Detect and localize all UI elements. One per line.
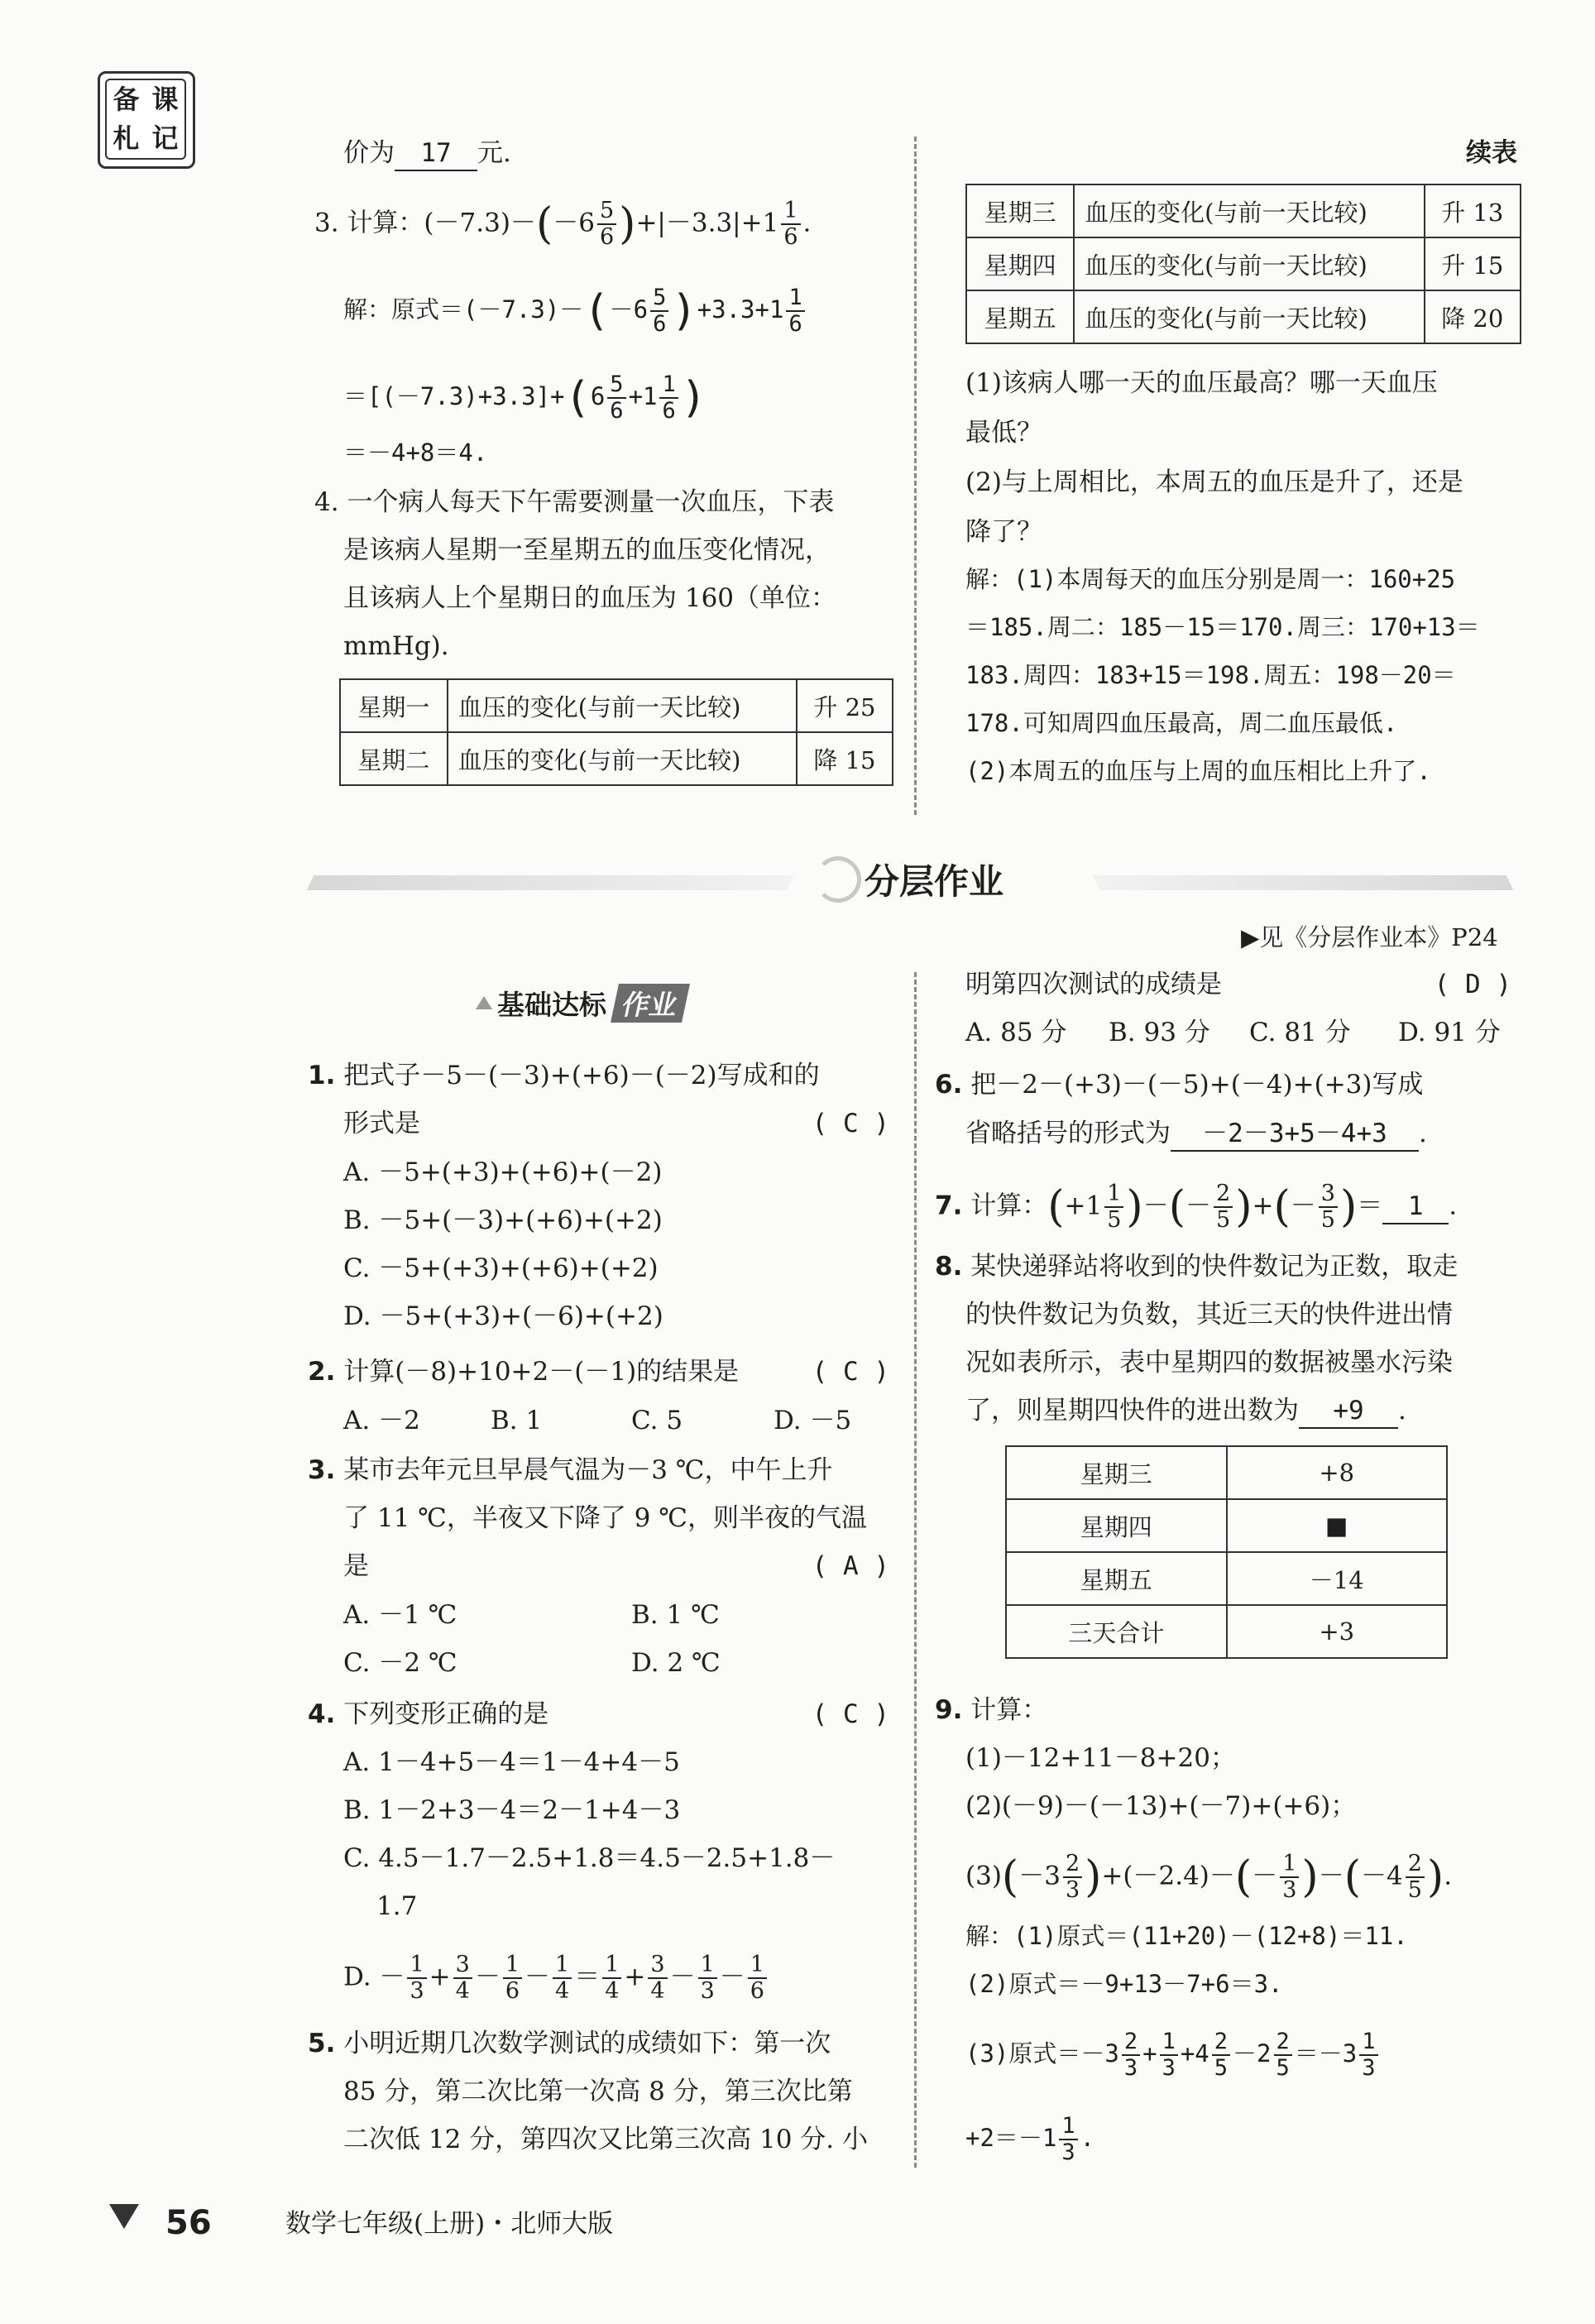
rq8-line-1: 8. 某快递驿站将收到的快件数记为正数，取走: [935, 1252, 1458, 1282]
option: B. 1: [491, 1406, 543, 1435]
option-cont: 1.7: [376, 1891, 418, 1921]
badge-char: 记: [151, 122, 179, 154]
rq8-answer: +9: [1299, 1394, 1398, 1429]
badge-basic: 基础达标: [497, 988, 606, 1021]
q3-solution-3: ＝－4+8＝4.: [343, 438, 488, 467]
page-number: 56: [165, 2204, 212, 2242]
column-divider-bottom: [914, 972, 917, 2168]
level-badge: [476, 985, 686, 1021]
rq9-sol-3: (3)原式＝－3 $\frac{2}{3}$ + $\frac{1}{3}$ +4 $\frac{2}{5}$ －2 $\frac{2}{5}$ ＝－3 $\frac{1}{3}$: [965, 2029, 1381, 2081]
banner-bar-right: [1093, 875, 1513, 890]
option: C. －5+(+3)+(+6)+(+2): [343, 1253, 659, 1283]
rq6-line-2: 省略括号的形式为 －2－3+5－4+3 .: [965, 1117, 1427, 1152]
option: B. －5+(－3)+(+6)+(+2): [343, 1205, 663, 1235]
rq5-answer: ( D ): [1434, 970, 1511, 999]
lq5-line-3: 二次低 12 分，第四次又比第三次高 10 分. 小: [343, 2125, 869, 2154]
rq9-sol-4: +2＝－1 $\frac{1}{3}$ .: [965, 2113, 1095, 2165]
corner-badge: [98, 71, 195, 169]
courier-table: [1005, 1445, 1448, 1659]
option: A. 1－4+5－4＝1－4+4－5: [343, 1747, 680, 1777]
cell: 三天合计: [1006, 1605, 1227, 1658]
cell: 星期一: [340, 679, 448, 732]
q3-solution-2: ＝[(－7.3)+3.3]+(6 $\frac{5}{6}$ +1 $\frac{1}{6}$ ): [343, 371, 707, 424]
badge-char: 札: [113, 122, 140, 154]
cell: 血压的变化(与前一天比较): [448, 732, 797, 785]
cell: 星期二: [340, 732, 448, 785]
q4-line-2: 是该病人星期一至星期五的血压变化情况，: [343, 535, 831, 565]
cell: 升 25: [797, 679, 893, 732]
rq7-answer: 1: [1382, 1190, 1449, 1224]
q3-solution-1: 解：原式＝(－7.3)－(－6 $\frac{5}{6}$ )+3.3+1 $\frac{1}{6}$: [343, 285, 807, 337]
option: A. 85 分: [965, 1018, 1067, 1047]
footer-arrow-icon: [93, 2201, 142, 2234]
rt-sol-4: 178.可知周四血压最高，周二血压最低.: [965, 709, 1398, 737]
rq9-sol-2: (2)原式＝－9+13－7+6＝3.: [965, 1970, 1283, 1998]
rt-sol-2: ＝185.周二：185－15＝170.周三：170+13＝: [965, 613, 1480, 641]
lq3-line-1: 3. 某市去年元旦早晨气温为－3 ℃，中午上升: [308, 1455, 833, 1485]
table-row: [966, 290, 1521, 343]
table-row: [340, 732, 893, 785]
cell: 星期三: [966, 184, 1074, 237]
ink-blot-cell: ■: [1227, 1499, 1448, 1552]
cell: 血压的变化(与前一天比较): [448, 679, 797, 732]
lq1-line-2: 形式是 ( C ): [343, 1109, 889, 1138]
cell: 升 15: [1425, 237, 1521, 290]
bp-table-wed-fri: [965, 184, 1521, 344]
option: C. －2 ℃: [343, 1648, 457, 1678]
workbook-reference: ▶见《分层作业本》P24: [1241, 923, 1498, 951]
bp-table-mon-tue: [339, 678, 893, 786]
cell: +3: [1227, 1605, 1448, 1658]
section-title: 分层作业: [865, 861, 1004, 902]
lq4-line-1: 4. 下列变形正确的是 ( C ): [308, 1699, 889, 1729]
cell: 降 20: [1425, 290, 1521, 343]
lq2-line-1: 2. 计算(－8)+10+2－(－1)的结果是 ( C ): [308, 1357, 889, 1387]
table-row: [966, 184, 1521, 237]
lq1-answer: ( C ): [812, 1109, 889, 1138]
continued-label: 续表: [1466, 138, 1517, 168]
cell: 星期四: [966, 237, 1074, 290]
cell: 星期五: [1006, 1552, 1227, 1605]
option: C. 5: [631, 1406, 683, 1435]
badge-char: 备: [113, 84, 140, 115]
table-row: [1006, 1446, 1447, 1499]
rq8-line-2: 的快件数记为负数，其近三天的快件进出情: [965, 1300, 1453, 1330]
option: D. 91 分: [1398, 1018, 1501, 1047]
option: D. 2 ℃: [631, 1648, 721, 1678]
cell: －14: [1227, 1552, 1448, 1605]
badge-char: 课: [151, 84, 179, 115]
banner-bar-left: [307, 875, 793, 890]
option: D. －5+(+3)+(－6)+(+2): [343, 1301, 663, 1331]
rt-sol-3: 183.周四：183+15＝198.周五：198－20＝: [965, 661, 1456, 689]
option-d: D. － $\frac{1}{3}$ + $\frac{3}{4}$ － $\frac{1}{6}$ － $\frac{1}{4}$ ＝ $\frac{1}{4}$ + $\frac{3}{4}$ － $\frac{1}{3}$ － $\frac{1}{6}$: [343, 1953, 769, 2004]
cell: 血压的变化(与前一天比较): [1074, 290, 1424, 343]
cell: 降 15: [797, 732, 893, 785]
q3-prompt: 3. 计算：(－7.3)－(－6 $\frac{5}{6}$ )+|－3.3|+1 $\frac{1}{6}$ .: [314, 198, 812, 250]
option: A. －1 ℃: [343, 1600, 457, 1630]
q4-line-4: mmHg).: [343, 631, 449, 661]
q4-line-3: 且该病人上个星期日的血压为 160（单位：: [343, 583, 837, 613]
option: B. 1 ℃: [631, 1600, 720, 1630]
section-swirl-icon: [815, 856, 861, 903]
rt-line-3: (2)与上周相比，本周五的血压是升了，还是: [965, 467, 1463, 497]
rq5-line-1: 明第四次测试的成绩是 ( D ): [965, 970, 1511, 999]
rt-sol-5: (2)本周五的血压与上周的血压相比上升了.: [965, 757, 1431, 785]
cell: 星期五: [966, 290, 1074, 343]
rt-line-1: (1)该病人哪一天的血压最高？哪一天血压: [965, 368, 1438, 398]
rq8-line-4: 了，则星期四快件的进出数为 +9 .: [965, 1394, 1406, 1429]
lq2-answer: ( C ): [812, 1357, 889, 1387]
rq9-part-3: (3)(－3 $\frac{2}{3}$ )+(－2.4)－(－ $\frac{1}{3}$ )－(－4 $\frac{2}{5}$ ).: [965, 1851, 1453, 1903]
rt-line-4: 降了？: [965, 517, 1042, 547]
option: B. 93 分: [1109, 1018, 1210, 1047]
lq3-line-2: 了 11 ℃，半夜又下降了 9 ℃，则半夜的气温: [343, 1503, 867, 1533]
option: D. －5: [774, 1406, 852, 1435]
lq5-line-2: 85 分，第二次比第一次高 8 分，第三次比第: [343, 2077, 853, 2106]
rq9-sol-1: 解：(1)原式＝(11+20)－(12+8)＝11.: [965, 1922, 1408, 1950]
rq9-title: 9. 计算：: [935, 1695, 1048, 1725]
price-line: 价为 17 元.: [343, 137, 511, 171]
lq4-answer: ( C ): [812, 1699, 889, 1729]
book-title: 数学七年级(上册)・北师大版: [285, 2209, 614, 2239]
option: C. 4.5－1.7－2.5+1.8＝4.5－2.5+1.8－: [343, 1843, 836, 1873]
option: C. 81 分: [1249, 1018, 1351, 1047]
badge-arrow-icon: [476, 996, 492, 1009]
cell: 血压的变化(与前一天比较): [1074, 184, 1424, 237]
cell: 血压的变化(与前一天比较): [1074, 237, 1424, 290]
lq1-line-1: 1. 把式子－5－(－3)+(+6)－(－2)写成和的: [308, 1061, 820, 1090]
badge-homework: 作业: [611, 984, 690, 1023]
option: A. －2: [343, 1406, 420, 1435]
cell: +8: [1227, 1446, 1448, 1499]
q4-line-1: 4. 一个病人每天下午需要测量一次血压，下表: [314, 487, 835, 517]
table-row: [966, 237, 1521, 290]
price-answer: 17: [395, 137, 477, 171]
table-row: [340, 679, 893, 732]
table-row: [1006, 1499, 1447, 1552]
lq3-answer: ( A ): [812, 1551, 889, 1581]
cell: 星期三: [1006, 1446, 1227, 1499]
cell: 升 13: [1425, 184, 1521, 237]
rq8-line-3: 况如表所示，表中星期四的数据被墨水污染: [965, 1348, 1453, 1378]
table-row: [1006, 1552, 1447, 1605]
option: A. －5+(+3)+(+6)+(－2): [343, 1157, 663, 1187]
option: B. 1－2+3－4＝2－1+4－3: [343, 1795, 681, 1825]
cell: 星期四: [1006, 1499, 1227, 1552]
rq6-answer: －2－3+5－4+3: [1171, 1117, 1419, 1152]
column-divider-top: [914, 137, 917, 815]
rq9-part-2: (2)(－9)－(－13)+(－7)+(+6)；: [965, 1791, 1357, 1821]
table-row: [1006, 1605, 1447, 1658]
lq5-line-1: 5. 小明近期几次数学测试的成绩如下：第一次: [308, 2029, 831, 2058]
rt-line-2: 最低？: [965, 418, 1042, 448]
rt-sol-1: 解：(1)本周每天的血压分别是周一：160+25: [965, 565, 1456, 593]
lq3-line-3: 是 ( A ): [343, 1551, 889, 1581]
rq7-line: 7. 计算：(+1 $\frac{1}{5}$ )－(－ $\frac{2}{5}$ )+(－ $\frac{3}{5}$ )＝ 1 .: [935, 1181, 1458, 1233]
rq6-line-1: 6. 把－2－(+3)－(－5)+(－4)+(+3)写成: [935, 1070, 1424, 1100]
rq9-part-1: (1)－12+11－8+20；: [965, 1743, 1236, 1773]
